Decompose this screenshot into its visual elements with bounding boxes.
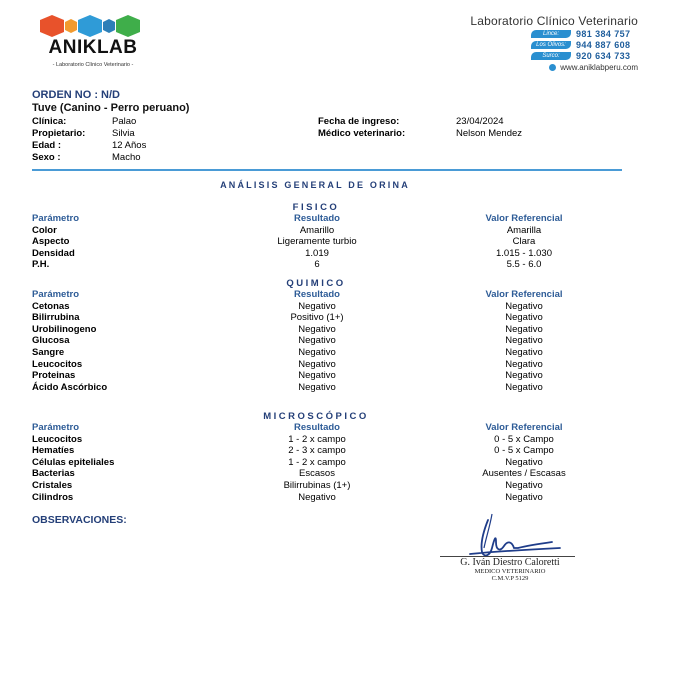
result-cell: Negativo [298,346,336,358]
ref-cell: Negativo [505,358,543,370]
info-label: Sexo : [32,152,61,163]
info-value: 23/04/2024 [456,116,504,127]
phone-row [408,51,638,61]
ref-cell: 0 - 5 x Campo [494,445,554,457]
param-cell: Cristales [32,479,73,491]
section-title-microscopico: MICROSCÓPICO [263,411,369,422]
table-row [32,370,622,382]
table-row [32,312,622,324]
phone-row [408,40,638,50]
result-cell: Amarillo [299,224,335,236]
result-cell: Negativo [298,491,336,503]
table-row [32,359,622,371]
header-divider [32,169,622,171]
result-cell: Negativo [298,370,336,382]
table-row [32,468,622,480]
ref-cell: Negativo [505,381,543,393]
signer-name: G. Iván Diestro Caloretti [460,557,560,568]
phone-row [408,29,638,39]
param-cell: Ácido Ascórbico [32,381,108,393]
table-row [32,382,622,394]
table-row [32,301,622,313]
ref-cell: Negativo [505,323,543,335]
ref-cell: 5.5 - 6.0 [506,259,542,271]
info-label: Fecha de ingreso: [318,116,400,127]
param-cell: Hematíes [32,445,75,457]
lab-name: Laboratorio Clínico Veterinario [470,14,638,28]
hexagon-blue [78,15,102,37]
ref-cell: Ausentes / Escasas [482,468,566,480]
param-cell: Aspecto [32,236,70,248]
phone-number: 944 887 608 [576,40,631,50]
param-cell: Células epiteliales [32,456,115,468]
globe-icon [549,64,556,71]
param-cell: Densidad [32,247,75,259]
header-param: Parámetro [32,289,79,300]
info-values-right [456,116,606,140]
brand-name: ANIKLAB [48,37,138,58]
info-value: Palao [112,116,137,127]
result-cell: 1 - 2 x campo [288,456,346,468]
param-cell: Color [32,224,57,236]
table-row [32,248,622,260]
signature-block [430,512,590,592]
result-cell: Bilirrubinas (1+) [283,479,351,491]
patient-name: Tuve (Canino - Perro peruano) [32,102,190,114]
table-header [32,213,622,225]
table-row [32,434,622,446]
ref-cell: Negativo [505,335,543,347]
param-cell: Glucosa [32,335,70,347]
result-cell: 6 [314,259,320,271]
info-label: Edad : [32,140,62,151]
header-ref: Valor Referencial [485,422,563,433]
lab-contact [408,14,638,72]
param-cell: Leucocitos [32,433,83,445]
result-cell: Negativo [298,323,336,335]
table-row [32,445,622,457]
table-row [32,236,622,248]
info-label: Propietario: [32,128,86,139]
ref-cell: Negativo [505,300,543,312]
info-label: Clínica: [32,116,67,127]
header-param: Parámetro [32,213,79,224]
phone-label: Lince: [531,30,571,38]
info-value: Macho [112,152,141,163]
result-cell: Escasos [299,468,335,480]
info-value: Silvia [112,128,135,139]
result-cell: 2 - 3 x campo [288,445,346,457]
table-row [32,457,622,469]
result-cell: Negativo [298,358,336,370]
info-labels-left [32,116,112,164]
section-title-quimico: QUIMICO [286,278,346,289]
table-row [32,347,622,359]
ref-cell: Negativo [505,312,543,324]
observations-label: OBSERVACIONES: [32,514,127,526]
ref-cell: Amarilla [506,224,542,236]
ref-cell: Negativo [505,370,543,382]
table-fisico [32,213,622,271]
ref-cell: Negativo [505,346,543,358]
phone-label: Surco: [531,52,571,60]
table-microscopico [32,422,622,503]
header-ref: Valor Referencial [485,289,563,300]
header-result: Resultado [294,422,340,433]
param-cell: P.H. [32,259,50,271]
result-cell: Negativo [298,335,336,347]
param-cell: Urobilinogeno [32,323,97,335]
ref-cell: Negativo [505,479,543,491]
param-cell: Sangre [32,346,65,358]
phone-number: 920 634 733 [576,51,631,61]
param-cell: Bilirrubina [32,312,80,324]
info-labels-right [318,116,448,140]
info-value: 12 Años [112,140,147,151]
param-cell: Proteinas [32,370,76,382]
result-cell: 1.019 [305,247,329,259]
table-header [32,422,622,434]
signer-license: C.M.V.P 5129 [491,575,529,582]
param-cell: Cilindros [32,491,74,503]
table-row [32,492,622,504]
table-row [32,480,622,492]
phone-number: 981 384 757 [576,29,631,39]
info-label: Médico veterinario: [318,128,406,139]
result-cell: 1 - 2 x campo [288,433,346,445]
ref-cell: Clara [512,236,536,248]
result-cell: Negativo [298,300,336,312]
param-cell: Leucocitos [32,358,83,370]
result-cell: Ligeramente turbio [277,236,357,248]
header-result: Resultado [294,289,340,300]
ref-cell: Negativo [505,491,543,503]
header-result: Resultado [294,213,340,224]
result-cell: Positivo (1+) [290,312,344,324]
table-quimico [32,289,622,393]
info-values-left [112,116,262,164]
hexagon-logo-icon [40,15,150,37]
aniklab-logo [38,15,148,68]
table-header [32,289,622,301]
header-ref: Valor Referencial [485,213,563,224]
website-row [408,63,638,72]
table-row [32,324,622,336]
section-title-fisico: FISICO [292,202,340,213]
ref-cell: 0 - 5 x Campo [494,433,554,445]
hexagon-orange [40,15,64,37]
order-number: ORDEN NO : N/D [32,89,120,101]
table-row [32,259,622,271]
ref-cell: 1.015 - 1.030 [496,247,552,259]
report-title: ANÁLISIS GENERAL DE ORINA [220,180,410,190]
param-cell: Cetonas [32,300,70,312]
info-value: Nelson Mendez [456,128,523,139]
brand-tagline: - Laboratorio Clínico Veterinario - [52,62,134,68]
website-link[interactable]: www.aniklabperu.com [560,63,638,72]
ref-cell: Negativo [505,456,543,468]
table-row [32,225,622,237]
phone-label: Los Olivos: [531,41,571,49]
table-row [32,335,622,347]
param-cell: Bacterias [32,468,75,480]
hexagon-green [116,15,140,37]
signer-role: MEDICO VETERINARIO [474,568,546,575]
result-cell: Negativo [298,381,336,393]
header-param: Parámetro [32,422,79,433]
